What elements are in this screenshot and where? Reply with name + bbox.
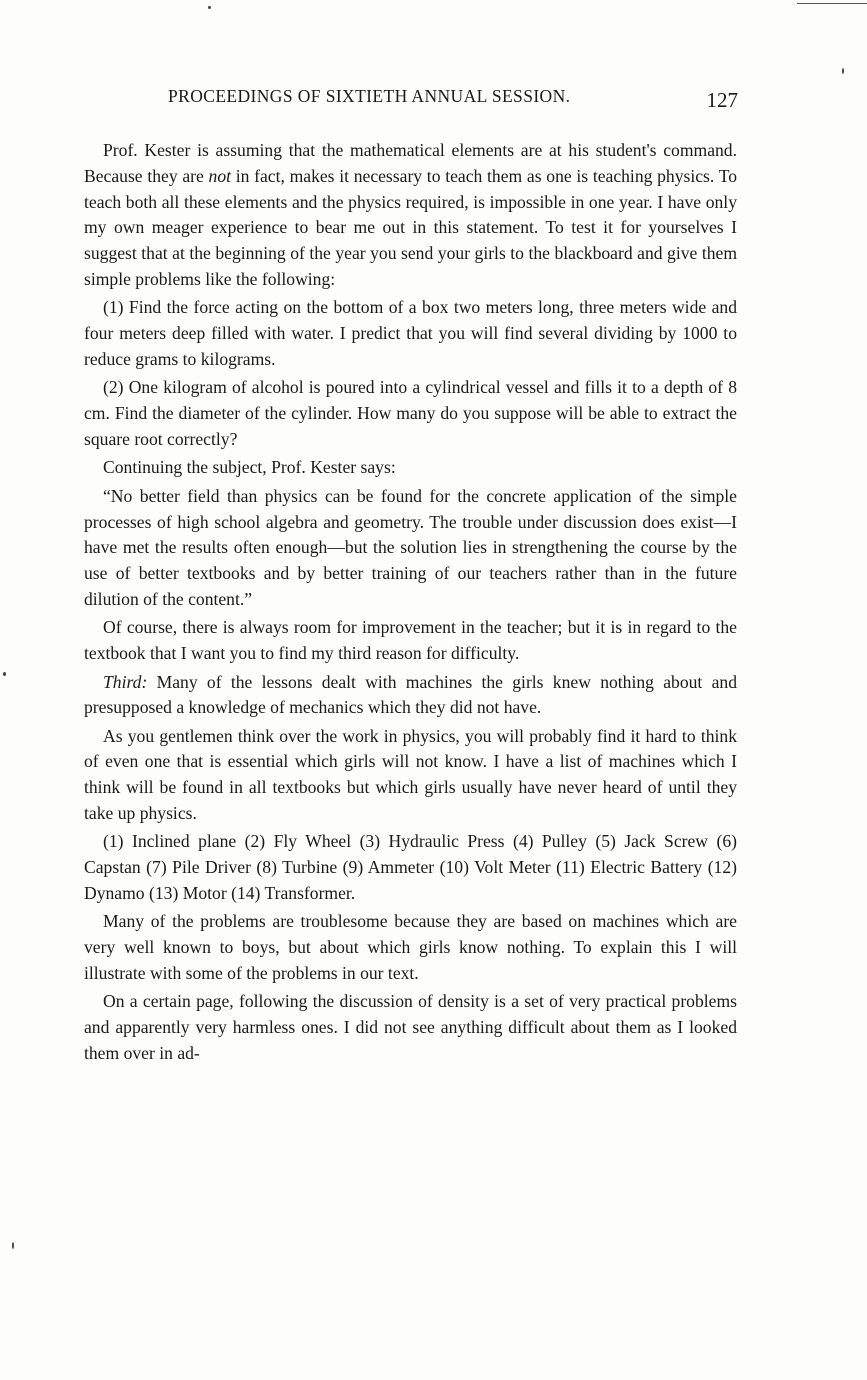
scan-speck [208, 6, 211, 9]
paragraph [84, 724, 737, 827]
page-header [84, 86, 740, 116]
paragraph-text: (1) Find the force acting on the bottom of a box two meters long, three meters wide and four meters deep filled with water. I predict that you will find several dividing by 1000 to reduce grams to kilograms. [84, 297, 737, 369]
paragraph-text: Continuing the subject, Prof. Kester says: [103, 457, 396, 478]
scan-speck [3, 672, 6, 676]
paragraph [84, 909, 737, 986]
paragraph-text: Prof. Kester is assuming that the mathematical elements are at his student's command. Because they are [84, 140, 737, 186]
paragraph-text: Many of the problems are troublesome because they are based on machines which are very well known to boys, but about which girls know nothing. To explain this I will illustrate with some of the problems in our text. [84, 911, 737, 984]
machine-list-paragraph [84, 829, 737, 906]
page-number: 127 [706, 88, 738, 112]
scan-speck [842, 68, 844, 74]
paragraph [84, 989, 737, 1066]
paragraph [84, 615, 737, 667]
paragraph-text: (2) One kilogram of alcohol is poured into a cylindrical vessel and fills it to a depth of 8 cm. Find the diameter of the cylinder. How many do you suppose will be able to extract the square root correctly? [84, 377, 737, 449]
paragraph [84, 295, 737, 372]
running-head: PROCEEDINGS OF SIXTIETH ANNUAL SESSION. [168, 86, 571, 106]
scan-speck [12, 1242, 14, 1249]
paragraph-text: As you gentlemen think over the work in physics, you will probably find it hard to think of even one that is essential which girls will not know. I have a list of machines which I think will be found in all textbooks but which girls usually have never heard of until they take up physics. [84, 725, 737, 824]
quotation-paragraph [84, 484, 737, 613]
paragraph-text: Of course, there is always room for improvement in the teacher; but it is in regard to the textbook that I want you to find my third reason for difficulty. [84, 617, 737, 664]
body-text [84, 138, 737, 1069]
paragraph [84, 138, 737, 293]
paragraph-text: “No better field than physics can be found for the concrete application of the simple processes of high school algebra and geometry. The trouble under discussion does exist—I have met the results often enough—but the solution lies in strengthening the course by the use of better textbooks and by better training of our teachers rather than in the future dilution of the content.” [84, 485, 737, 609]
emphasis-text: Third: [103, 671, 148, 692]
emphasis-text: not [208, 165, 231, 186]
paragraph-text: in fact, makes it necessary to teach them as one is teaching physics. To teach both all these elements and the physics required, is impossible in one year. I have only my own meager experience to bear me out in this statement. To test it for yourselves I suggest that at the beginning of the year you send your girls to the blackboard and give them simple problems like the following: [84, 165, 738, 289]
scan-edge-line [797, 3, 867, 4]
paragraph-text: On a certain page, following the discussion of density is a set of very practical problems and apparently very harmless ones. I did not see anything difficult about them as I looked them over in ad- [84, 991, 737, 1064]
paragraph [84, 455, 737, 481]
paragraph [84, 670, 737, 722]
paragraph-text: Many of the lessons dealt with machines the girls knew nothing about and presupposed a knowledge of mechanics which they did not have. [84, 671, 737, 718]
paragraph [84, 375, 737, 452]
paragraph-text: (1) Inclined plane (2) Fly Wheel (3) Hydraulic Press (4) Pulley (5) Jack Screw (6) Capstan (7) Pile Driver (8) Turbine (9) Ammeter (10) Volt Meter (11) Electric Battery (12) Dynamo (13) Motor (14) Transformer. [84, 831, 737, 904]
